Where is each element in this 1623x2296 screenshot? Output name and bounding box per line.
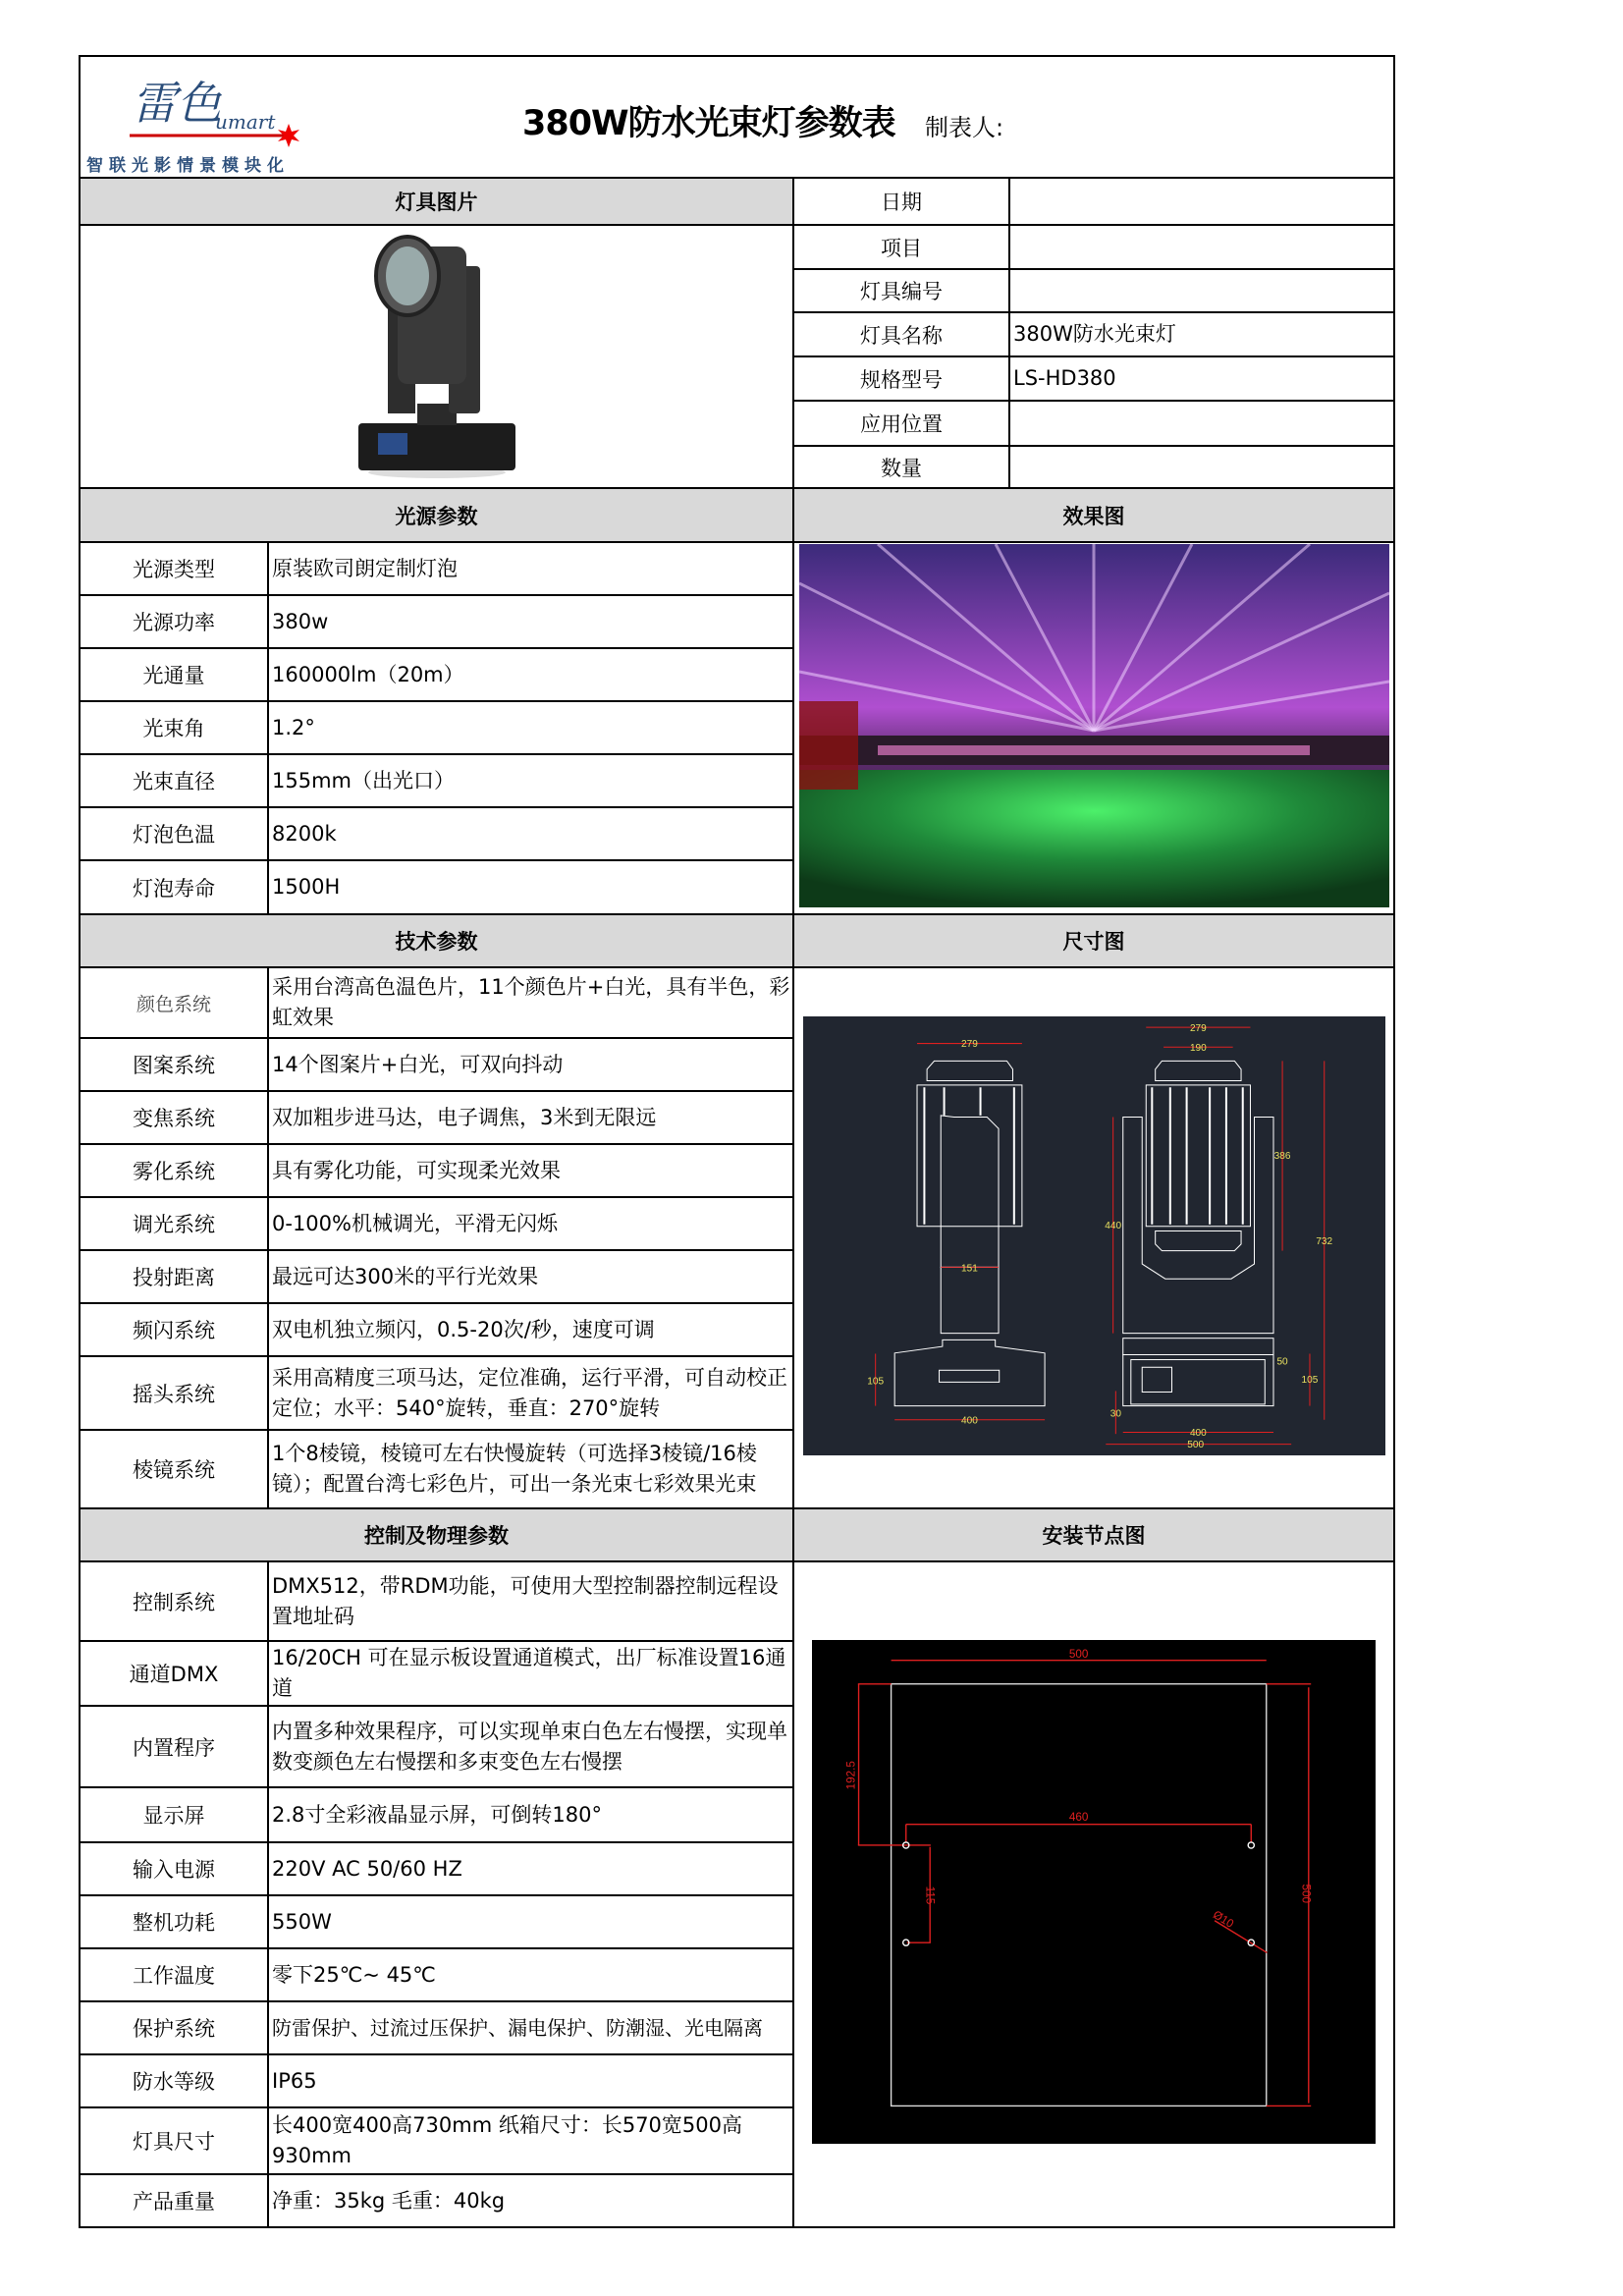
param-label: 工作温度 xyxy=(80,1948,268,2001)
moving-head-image xyxy=(339,227,535,482)
param-label: 灯泡寿命 xyxy=(80,860,268,914)
param-label: 整机功耗 xyxy=(80,1895,268,1948)
param-label: 雾化系统 xyxy=(80,1144,268,1197)
dim-label: 105 xyxy=(1301,1374,1318,1386)
info-value xyxy=(1009,269,1394,312)
param-value: DMX512，带RDM功能，可使用大型控制器控制远程设置地址码 xyxy=(268,1561,793,1641)
param-value: 550W xyxy=(268,1895,793,1948)
info-label: 灯具名称 xyxy=(793,312,1009,356)
photo-header: 灯具图片 xyxy=(80,178,793,225)
dim-label: 440 xyxy=(1104,1220,1121,1231)
param-label: 灯泡色温 xyxy=(80,807,268,860)
param-label: 调光系统 xyxy=(80,1197,268,1250)
fixture-photo xyxy=(80,225,793,488)
param-value: 零下25℃~ 45℃ xyxy=(268,1948,793,2001)
param-label: 投射距离 xyxy=(80,1250,268,1303)
dim-label: 279 xyxy=(1189,1022,1207,1034)
param-label: 控制系统 xyxy=(80,1561,268,1641)
dim-label: 500 xyxy=(1186,1439,1204,1450)
maker-label: 制表人: xyxy=(925,114,1004,141)
dim-label: 386 xyxy=(1273,1150,1290,1162)
info-value xyxy=(1009,446,1394,488)
param-label: 光源类型 xyxy=(80,542,268,595)
param-label: 图案系统 xyxy=(80,1038,268,1091)
param-label: 光通量 xyxy=(80,648,268,701)
info-label: 项目 xyxy=(793,225,1009,269)
param-value: 14个图案片+白光，可双向抖动 xyxy=(268,1038,793,1091)
param-value: 长400宽400高730mm 纸箱尺寸：长570宽500高930mm xyxy=(268,2107,793,2174)
param-value: 双加粗步进马达，电子调焦，3米到无限远 xyxy=(268,1091,793,1144)
svg-text:雷色: 雷色 xyxy=(132,77,222,130)
dim-label: 400 xyxy=(960,1415,978,1427)
info-label: 数量 xyxy=(793,446,1009,488)
control-header: 控制及物理参数 xyxy=(80,1508,793,1561)
install-label: Ø10 xyxy=(1211,1908,1236,1931)
param-value: 2.8寸全彩液晶显示屏，可倒转180° xyxy=(268,1787,793,1842)
param-label: 光源功率 xyxy=(80,595,268,648)
param-label: 变焦系统 xyxy=(80,1091,268,1144)
info-value: LS-HD380 xyxy=(1009,356,1394,401)
param-value: 最远可达300米的平行光效果 xyxy=(268,1250,793,1303)
param-value: 1个8棱镜，棱镜可左右快慢旋转（可选择3棱镜/16棱镜）；配置台湾七彩色片，可出一条光束七彩效果光束 xyxy=(268,1430,793,1508)
light-source-header: 光源参数 xyxy=(80,488,793,542)
param-label: 颜色系统 xyxy=(80,967,268,1038)
install-label: 115 xyxy=(923,1886,937,1905)
param-value: 155mm（出光口） xyxy=(268,754,793,807)
svg-text:umart: umart xyxy=(215,110,276,134)
param-value: 160000lm（20m） xyxy=(268,648,793,701)
dim-label: 50 xyxy=(1275,1356,1288,1368)
param-label: 保护系统 xyxy=(80,2001,268,2054)
param-label: 光束角 xyxy=(80,701,268,754)
param-value: 双电机独立频闪，0.5-20次/秒，速度可调 xyxy=(268,1303,793,1356)
param-value: 16/20CH 可在显示板设置通道模式，出厂标准设置16通道 xyxy=(268,1641,793,1706)
param-value: 采用高精度三项马达，定位准确，运行平滑，可自动校正定位；水平：540°旋转，垂直：270°旋转 xyxy=(268,1356,793,1430)
param-value: 1.2° xyxy=(268,701,793,754)
dim-label: 30 xyxy=(1109,1407,1121,1419)
param-label: 频闪系统 xyxy=(80,1303,268,1356)
info-value xyxy=(1009,401,1394,446)
dim-label: 732 xyxy=(1315,1235,1332,1247)
param-value: 内置多种效果程序，可以实现单束白色左右慢摆，实现单数变颜色左右慢摆和多束变色左右慢摆 xyxy=(268,1706,793,1787)
param-value: 1500H xyxy=(268,860,793,914)
effect-photo xyxy=(799,544,1389,907)
param-label: 通道DMX xyxy=(80,1641,268,1706)
dim-label: 105 xyxy=(866,1376,884,1388)
param-value: 防雷保护、过流过压保护、漏电保护、防潮湿、光电隔离 xyxy=(268,2001,793,2054)
effect-header: 效果图 xyxy=(793,488,1394,542)
param-value: 采用台湾高色温色片，11个颜色片+白光，具有半色，彩虹效果 xyxy=(268,967,793,1038)
param-label: 内置程序 xyxy=(80,1706,268,1787)
tech-header: 技术参数 xyxy=(80,914,793,967)
param-label: 防水等级 xyxy=(80,2054,268,2107)
dim-label: 279 xyxy=(960,1038,978,1050)
dim-label: 400 xyxy=(1189,1427,1207,1439)
param-label: 摇头系统 xyxy=(80,1356,268,1430)
install-drawing-cell xyxy=(793,1561,1394,2227)
install-label: 500 xyxy=(1299,1884,1313,1903)
param-label: 光束直径 xyxy=(80,754,268,807)
install-drawing xyxy=(812,1640,1376,2144)
info-value xyxy=(1009,225,1394,269)
page-title: 380W防水光束灯参数表 xyxy=(522,104,895,143)
param-value: 净重：35kg 毛重：40kg xyxy=(268,2174,793,2227)
install-label: 460 xyxy=(1068,1811,1089,1825)
param-value: 220V AC 50/60 HZ xyxy=(268,1842,793,1895)
spec-sheet xyxy=(79,55,1395,2228)
param-value: 0-100%机械调光，平滑无闪烁 xyxy=(268,1197,793,1250)
dimension-drawing-cell xyxy=(793,967,1394,1508)
param-value: 具有雾化功能，可实现柔光效果 xyxy=(268,1144,793,1197)
install-label: 500 xyxy=(1068,1647,1089,1661)
param-label: 棱镜系统 xyxy=(80,1430,268,1508)
info-label: 日期 xyxy=(793,178,1009,225)
sheet-header xyxy=(80,56,1394,178)
param-value: 380w xyxy=(268,595,793,648)
info-value: 380W防水光束灯 xyxy=(1009,312,1394,356)
param-value: IP65 xyxy=(268,2054,793,2107)
dimension-drawing xyxy=(803,1016,1385,1455)
effect-image-cell xyxy=(793,542,1394,914)
dimension-header: 尺寸图 xyxy=(793,914,1394,967)
param-label: 产品重量 xyxy=(80,2174,268,2227)
company-logo xyxy=(82,65,348,178)
param-label: 显示屏 xyxy=(80,1787,268,1842)
dim-label: 190 xyxy=(1189,1042,1207,1054)
param-label: 灯具尺寸 xyxy=(80,2107,268,2174)
param-label: 输入电源 xyxy=(80,1842,268,1895)
info-label: 灯具编号 xyxy=(793,269,1009,312)
info-value xyxy=(1009,178,1394,225)
dim-label: 151 xyxy=(960,1262,978,1274)
install-header: 安装节点图 xyxy=(793,1508,1394,1561)
svg-text:智联光影情景模块化: 智联光影情景模块化 xyxy=(86,156,290,176)
param-value: 原装欧司朗定制灯泡 xyxy=(268,542,793,595)
info-label: 应用位置 xyxy=(793,401,1009,446)
info-label: 规格型号 xyxy=(793,356,1009,401)
install-label: 192.5 xyxy=(844,1761,858,1790)
param-value: 8200k xyxy=(268,807,793,860)
